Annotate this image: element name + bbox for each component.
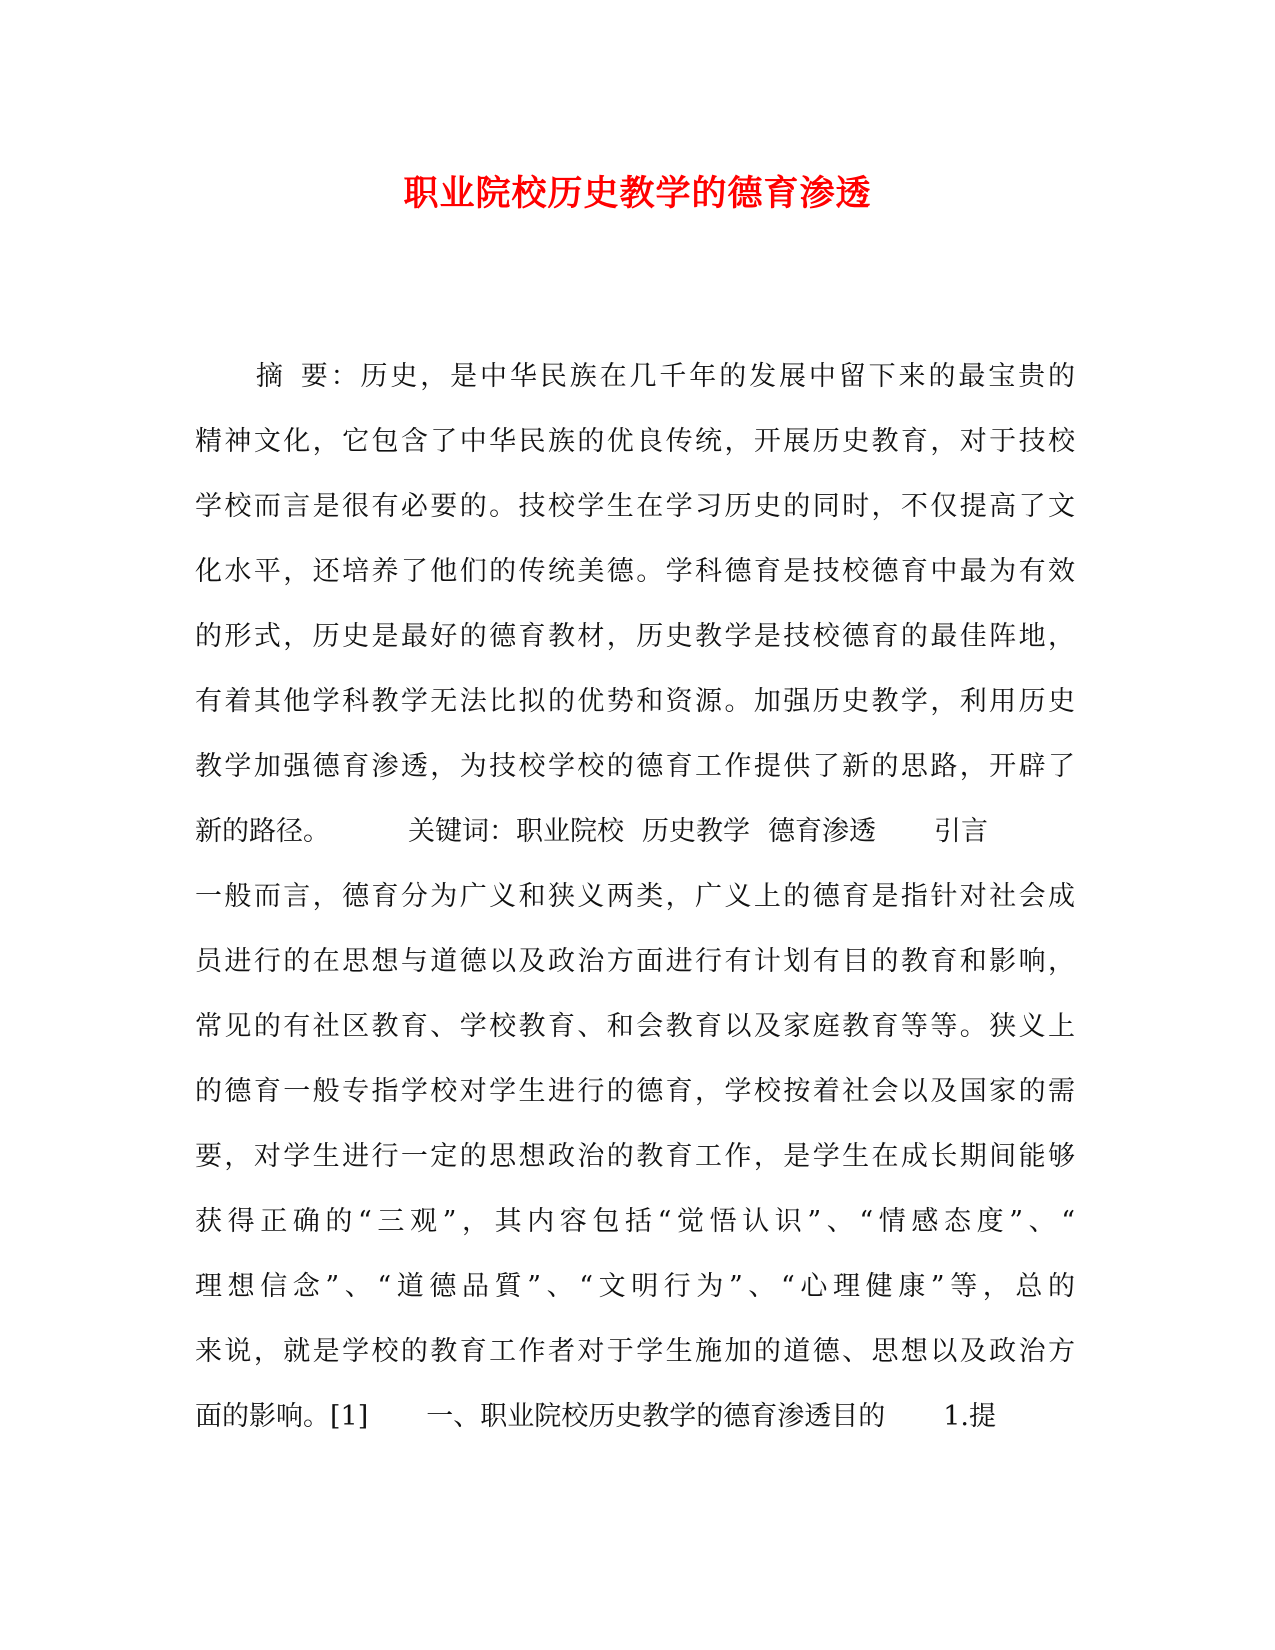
intro-text-end: 面的影响。[1] <box>195 1401 369 1432</box>
abstract-line-2: 精神文化，它包含了中华民族的优良传统，开展历史教育，对于技校 <box>195 426 1075 457</box>
abstract-label-char1: 摘 <box>253 361 286 392</box>
keyword-1: 职业院校 <box>516 816 624 847</box>
document-body <box>195 344 1075 1449</box>
document-title: 职业院校历史教学的德育渗透 <box>403 173 872 214</box>
subsection-1-start: 1.提 <box>943 1401 997 1432</box>
section-1-heading: 一、职业院校历史教学的德育渗透目的 <box>426 1401 886 1432</box>
abstract-line-7: 教学加强德育渗透，为技校学校的德育工作提供了新的思路，开辟了 <box>195 751 1075 782</box>
abstract-line-5: 的形式，历史是最好的德育教材，历史教学是技校德育的最佳阵地， <box>195 621 1075 652</box>
keyword-3: 德育渗透 <box>768 816 876 847</box>
abstract-label-char2: 要： <box>297 361 361 392</box>
intro-line-2: 员进行的在思想与道德以及政治方面进行有计划有目的教育和影响， <box>195 946 1075 977</box>
abstract-text: 历史，是中华民族在几千年的发展中留下来的最宝贵的 <box>360 361 1076 392</box>
abstract-line-3: 学校而言是很有必要的。技校学生在学习历史的同时，不仅提高了文 <box>195 491 1075 522</box>
intro-line-7: 理想信念”、“道德品質”、“文明行为”、“心理健康”等，总的 <box>195 1271 1075 1302</box>
intro-line-4: 的德育一般专指学校对学生进行的德育，学校按着社会以及国家的需 <box>195 1076 1075 1107</box>
intro-line-3: 常见的有社区教育、学校教育、和会教育以及家庭教育等等。狭义上 <box>195 1011 1075 1042</box>
abstract-line-4: 化水平，还培养了他们的传统美德。学科德育是技校德育中最为有效 <box>195 556 1075 587</box>
intro-heading: 引言 <box>934 816 988 847</box>
keyword-2: 历史教学 <box>642 816 750 847</box>
intro-line-5: 要，对学生进行一定的思想政治的教育工作，是学生在成长期间能够 <box>195 1141 1075 1172</box>
keywords-label: 关键词： <box>408 816 516 847</box>
section-heading-line <box>195 1384 1075 1449</box>
intro-line-6: 获得正确的“三观”，其内容包括“觉悟认识”、“情感态度”、“ <box>195 1206 1075 1237</box>
intro-line-8: 来说，就是学校的教育工作者对于学生施加的道德、思想以及政治方 <box>195 1336 1075 1367</box>
abstract-line-1 <box>195 344 1075 409</box>
intro-line-1: 一般而言，德育分为广义和狭义两类，广义上的德育是指针对社会成 <box>195 881 1075 912</box>
abstract-line-6: 有着其他学科教学无法比拟的优势和资源。加强历史教学，利用历史 <box>195 686 1075 717</box>
abstract-text-end: 新的路径。 <box>195 816 330 847</box>
abstract-keywords-line <box>195 799 1075 864</box>
